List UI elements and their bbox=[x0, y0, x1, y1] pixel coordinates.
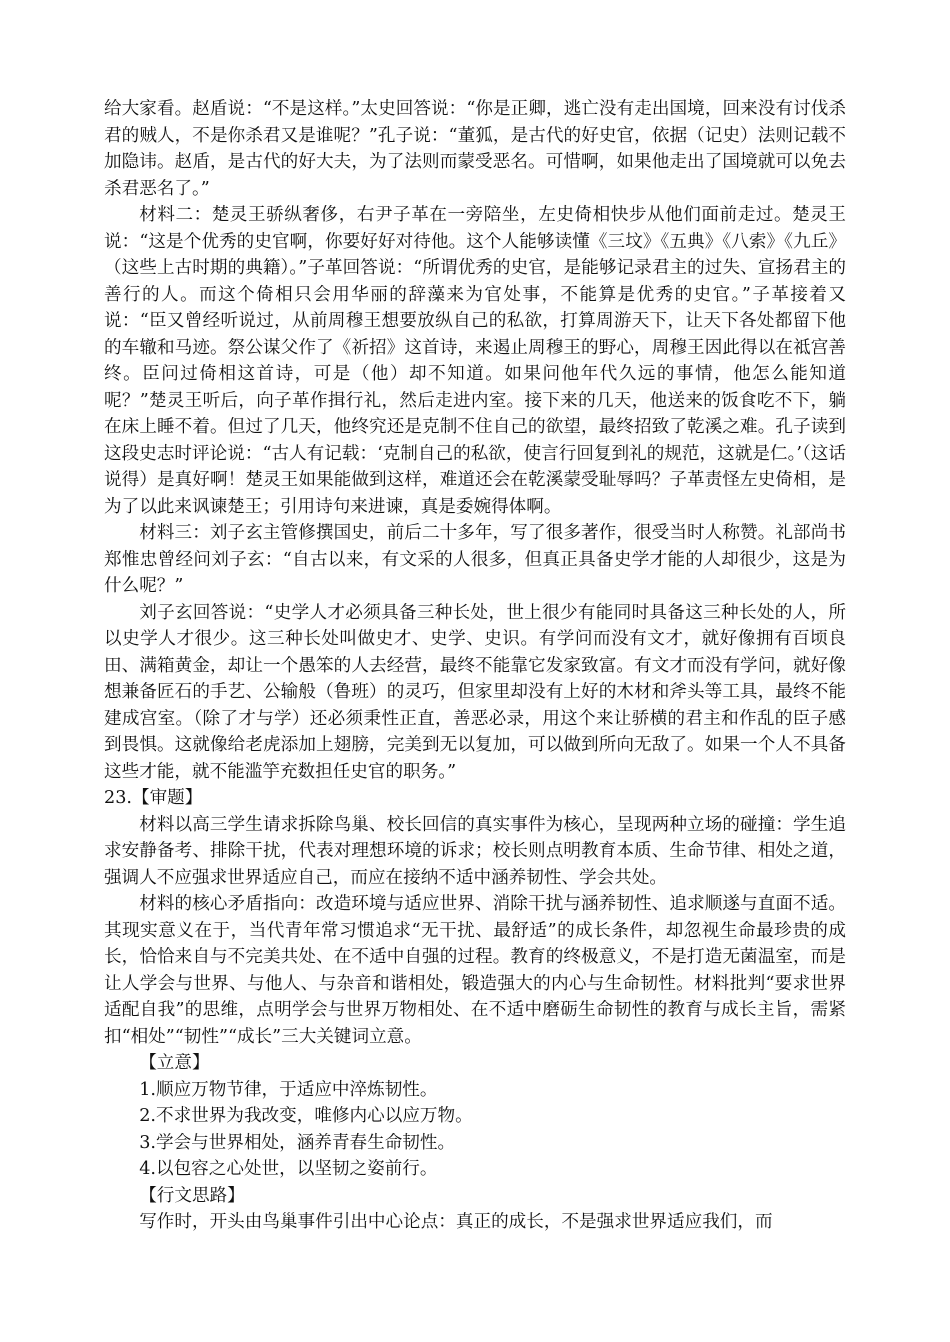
document-page bbox=[104, 96, 846, 1236]
para-material-two: 材料二：楚灵王骄纵奢侈，右尹子革在一旁陪坐，左史倚相快步从他们面前走过。楚灵王说：“这是个优秀的史官啊，你要好好对待他。这个人能够读懂《三坟》《五典》《八索》《九丘》（这些上古时期的典籍）。”子革回答说：“所谓优秀的史官，是能够记录君主的过失、宣扬君主的善行的人。而这个倚相只会用华丽的辞藻来为官处事，不能算是优秀的史官。”子革接着又说：“臣又曾经听说过，从前周穆王想要放纵自己的私欲，打算周游天下，让天下各处都留下他的车辙和马迹。祭公谋父作了《祈招》这首诗，来遏止周穆王的野心，周穆王因此得以在祗宫善终。臣问过倚相这首诗，可是（他）却不知道。如果问他年代久远的事情，他怎么能知道呢？”楚灵王听后，向子革作揖行礼，然后走进内室。接下来的几天，他送来的饭食吃不下，躺在床上睡不着。但过了几天，他终究还是克制不住自己的欲望，最终招致了乾溪之难。孔子读到这段史志时评论说：“古人有记载：‘克制自己的私欲，使言行回复到礼的规范，这就是仁。’（这话说得）是真好啊！楚灵王如果能做到这样，难道还会在乾溪蒙受耻辱吗？子革责怪左史倚相，是为了以此来讽谏楚王；引用诗句来进谏，真是委婉得体啊。 bbox=[104, 205, 846, 517]
para-liu-answer: 刘子玄回答说：“史学人才必须具备三种长处，世上很少有能同时具备这三种长处的人，所以史学人才很少。这三种长处叫做史才、史学、史识。有学问而没有文才，就好像拥有百顷良田、满箱黄金，却让一个愚笨的人去经营，最终不能靠它发家致富。有文才而没有学问，就好像想兼备匠石的手艺、公输般（鲁班）的灵巧，但家里却没有上好的木材和斧头等工具，最终不能建成宫室。（除了才与学）还必须秉性正直，善恶必录，用这个来让骄横的君主和作乱的臣子感到畏惧。这就像给老虎添加上翅膀，完美到无以复加，可以做到所向无敌了。如果一个人不具备这些才能，就不能滥竽充数担任史官的职务。” bbox=[104, 602, 846, 782]
liyi-heading: 【立意】 bbox=[139, 1053, 210, 1073]
liyi-item-2: 2.不求世界为我改变，唯修内心以应万物。 bbox=[139, 1106, 473, 1126]
liyi-item-1: 1.顺应万物节律，于适应中淬炼韧性。 bbox=[139, 1079, 438, 1100]
liyi-item-4: 4.以包容之心处世，以坚韧之姿前行。 bbox=[139, 1159, 438, 1179]
para-xingwen-start: 写作时，开头由鸟巢事件引出中心论点：真正的成长，不是强求世界适应我们，而 bbox=[139, 1212, 773, 1232]
xingwen-heading: 【行文思路】 bbox=[139, 1185, 245, 1206]
question-23-heading: 23.【审题】 bbox=[104, 788, 203, 808]
liyi-item-3: 3.学会与世界相处，涵养青春生命韧性。 bbox=[139, 1132, 456, 1153]
para-material-three: 材料三：刘子玄主管修撰国史，前后二十多年，写了很多著作，很受当时人称赞。礼部尚书郑惟忠曾经问刘子玄：“自古以来，有文采的人很多，但真正具备史学才能的人却很少，这是为什么呢？” bbox=[104, 523, 846, 596]
para-shenti-two: 材料的核心矛盾指向：改造环境与适应世界、消除干扰与涵养韧性、追求顺遂与直面不适。其现实意义在于，当代青年常习惯追求“无干扰、最舒适”的成长条件，却忽视生命最珍贵的成长，恰恰来自与不完美共处、在不适中自强的过程。教育的终极意义，不是打造无菌温室，而是让人学会与世界、与他人、与杂音和谐相处，锻造强大的内心与生命韧性。材料批判“要求世界适配自我”的思维，点明学会与世界万物相处、在不适中磨砺生命韧性的教育与成长主旨，需紧扣“相处”“韧性”“成长”三大关键词立意。 bbox=[104, 894, 846, 1047]
para-zhao-dun-end: 给大家看。赵盾说：“不是这样。”太史回答说：“你是正卿，逃亡没有走出国境，回来没有讨伐杀君的贼人，不是你杀君又是谁呢？”孔子说：“董狐，是古代的好史官，依据（记史）法则记载不加隐讳。赵盾，是古代的好大夫，为了法则而蒙受恶名。可惜啊，如果他走出了国境就可以免去杀君恶名了。” bbox=[104, 99, 846, 199]
para-shenti-one: 材料以高三学生请求拆除鸟巢、校长回信的真实事件为核心，呈现两种立场的碰撞：学生追求安静备考、排除干扰，代表对理想环境的诉求；校长则点明教育本质、生命节律、相处之道，强调人不应强求世界适应自己，而应在接纳不适中涵养韧性、学会共处。 bbox=[104, 814, 846, 888]
